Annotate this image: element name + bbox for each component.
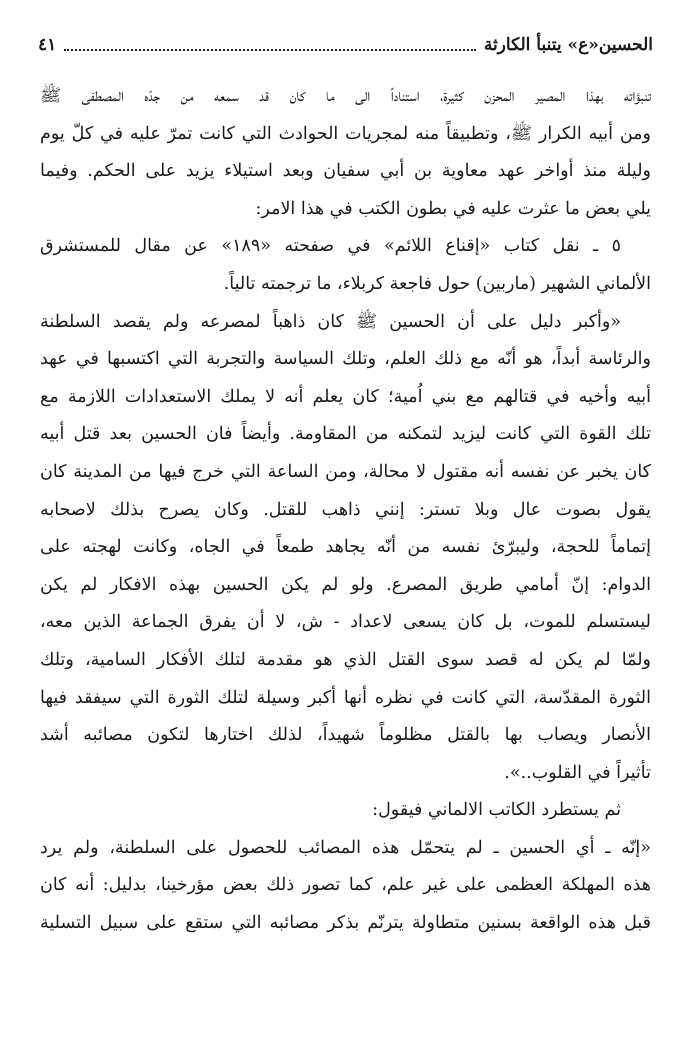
running-head bbox=[38, 30, 653, 60]
text-line: إتماماً للحجة، وليبرّئ نفسه من أنّه يجاهد طمعاً في الجاه، وكانت لهجته على bbox=[40, 537, 651, 558]
text-line: «إنّه ـ أي الحسين ـ لم يتحمّل هذه المصائب للحصول على السلطنة، ولم يرد bbox=[40, 837, 651, 858]
text-line: قبل هذه الواقعة بسنين متطاولة يترنّم بذكر مصائبه التي ستقع على سبيل التسلية bbox=[40, 913, 651, 934]
text-line: هذه المهلكة العظمى على غير علم، كما تصور ذلك بعض مؤرخينا، بدليل: أنه كان bbox=[40, 875, 651, 896]
text-line: والرئاسة أبداً، هو أنّه مع ذلك العلم، وتلك السياسة والتجربة التي اكتسبها في عهد bbox=[40, 349, 651, 370]
text-line: الدوام: إنّ أمامي طريق المصرع. ولو لم يكن الحسين بهذه الافكار لم يكن bbox=[40, 574, 651, 595]
running-head-title: الحسين«ع» يتنبأ الكارثة bbox=[483, 35, 653, 55]
text-line: يلي بعض ما عثرت عليه في بطون الكتب في هذا الامر: bbox=[255, 198, 651, 219]
text-line: ليستسلم للموت، بل كان يسعى لاعداد - ش، لا أن يفرق الجماعة الذين معه، bbox=[40, 612, 651, 633]
body-text bbox=[40, 78, 651, 943]
text-line: أبيه وأخيه في قتالهم مع بني اُمية؛ كان يعلم أنه لا يملك الاستعدادات اللازمة مع bbox=[40, 386, 651, 407]
text-line: يقول بصوت عال وبلا تستر: إنني ذاهب للقتل. وكان يصرح بذلك لاصحابه bbox=[40, 499, 651, 520]
page-number: ٤١ bbox=[38, 35, 57, 55]
text-line: الأنصار ويصاب بها بالقتل مظلوماً شهيداً، لذلك اختارها لتكون مصائبه أشد bbox=[40, 725, 651, 746]
text-line: تأثيراً في القلوب..». bbox=[504, 762, 651, 783]
text-line: تنبؤاته بهذا المصير المحزن كثيرة، استناداً الى ما كان قد سمعه من جدّه المصطفى ﷺ bbox=[40, 86, 651, 106]
text-line: «وأكبر دليل على أن الحسين ﷺ كان ذاهباً لمصرعه ولم يقصد السلطنة bbox=[40, 311, 621, 332]
text-line: كان يخبر عن نفسه أنه مقتول لا محالة، ومن الساعة التي خرج فيها من المدينة كان bbox=[40, 461, 651, 482]
text-line: وليلة منذ أواخر عهد معاوية بن أبي سفيان وبعد استيلاء يزيد على الحكم. وفيما bbox=[40, 161, 651, 182]
text-line: تلك القوة التي كانت ليزيد لتمكنه من المقاومة. وأيضاً فان الحسين بعد قتل أبيه bbox=[40, 424, 651, 445]
text-line: ثم يستطرد الكاتب الالماني فيقول: bbox=[372, 800, 621, 821]
text-line: ولمّا لم يكن له قصد سوى القتل الذي هو مقدمة لتلك الأفكار السامية، وتلك bbox=[40, 649, 651, 670]
text-line: ومن أبيه الكرار ﷺ، وتطبيقاً منه لمجريات الحوادث التي كانت تمرّ عليه في كلّ يوم bbox=[40, 123, 651, 144]
text-line: ٥ ـ نقل كتاب «إقناع اللائم» في صفحته «١٨٩» عن مقال للمستشرق bbox=[40, 236, 621, 257]
text-line: الألماني الشهير (ماربين) حول فاجعة كربلاء، ما ترجمته تالياً. bbox=[223, 273, 651, 294]
text-line: الثورة المقدّسة، التي كانت في نظره أنها أكبر وسيلة لتلك الثورة التي سيفقد فيها bbox=[40, 687, 651, 708]
leader-dots bbox=[64, 39, 476, 51]
